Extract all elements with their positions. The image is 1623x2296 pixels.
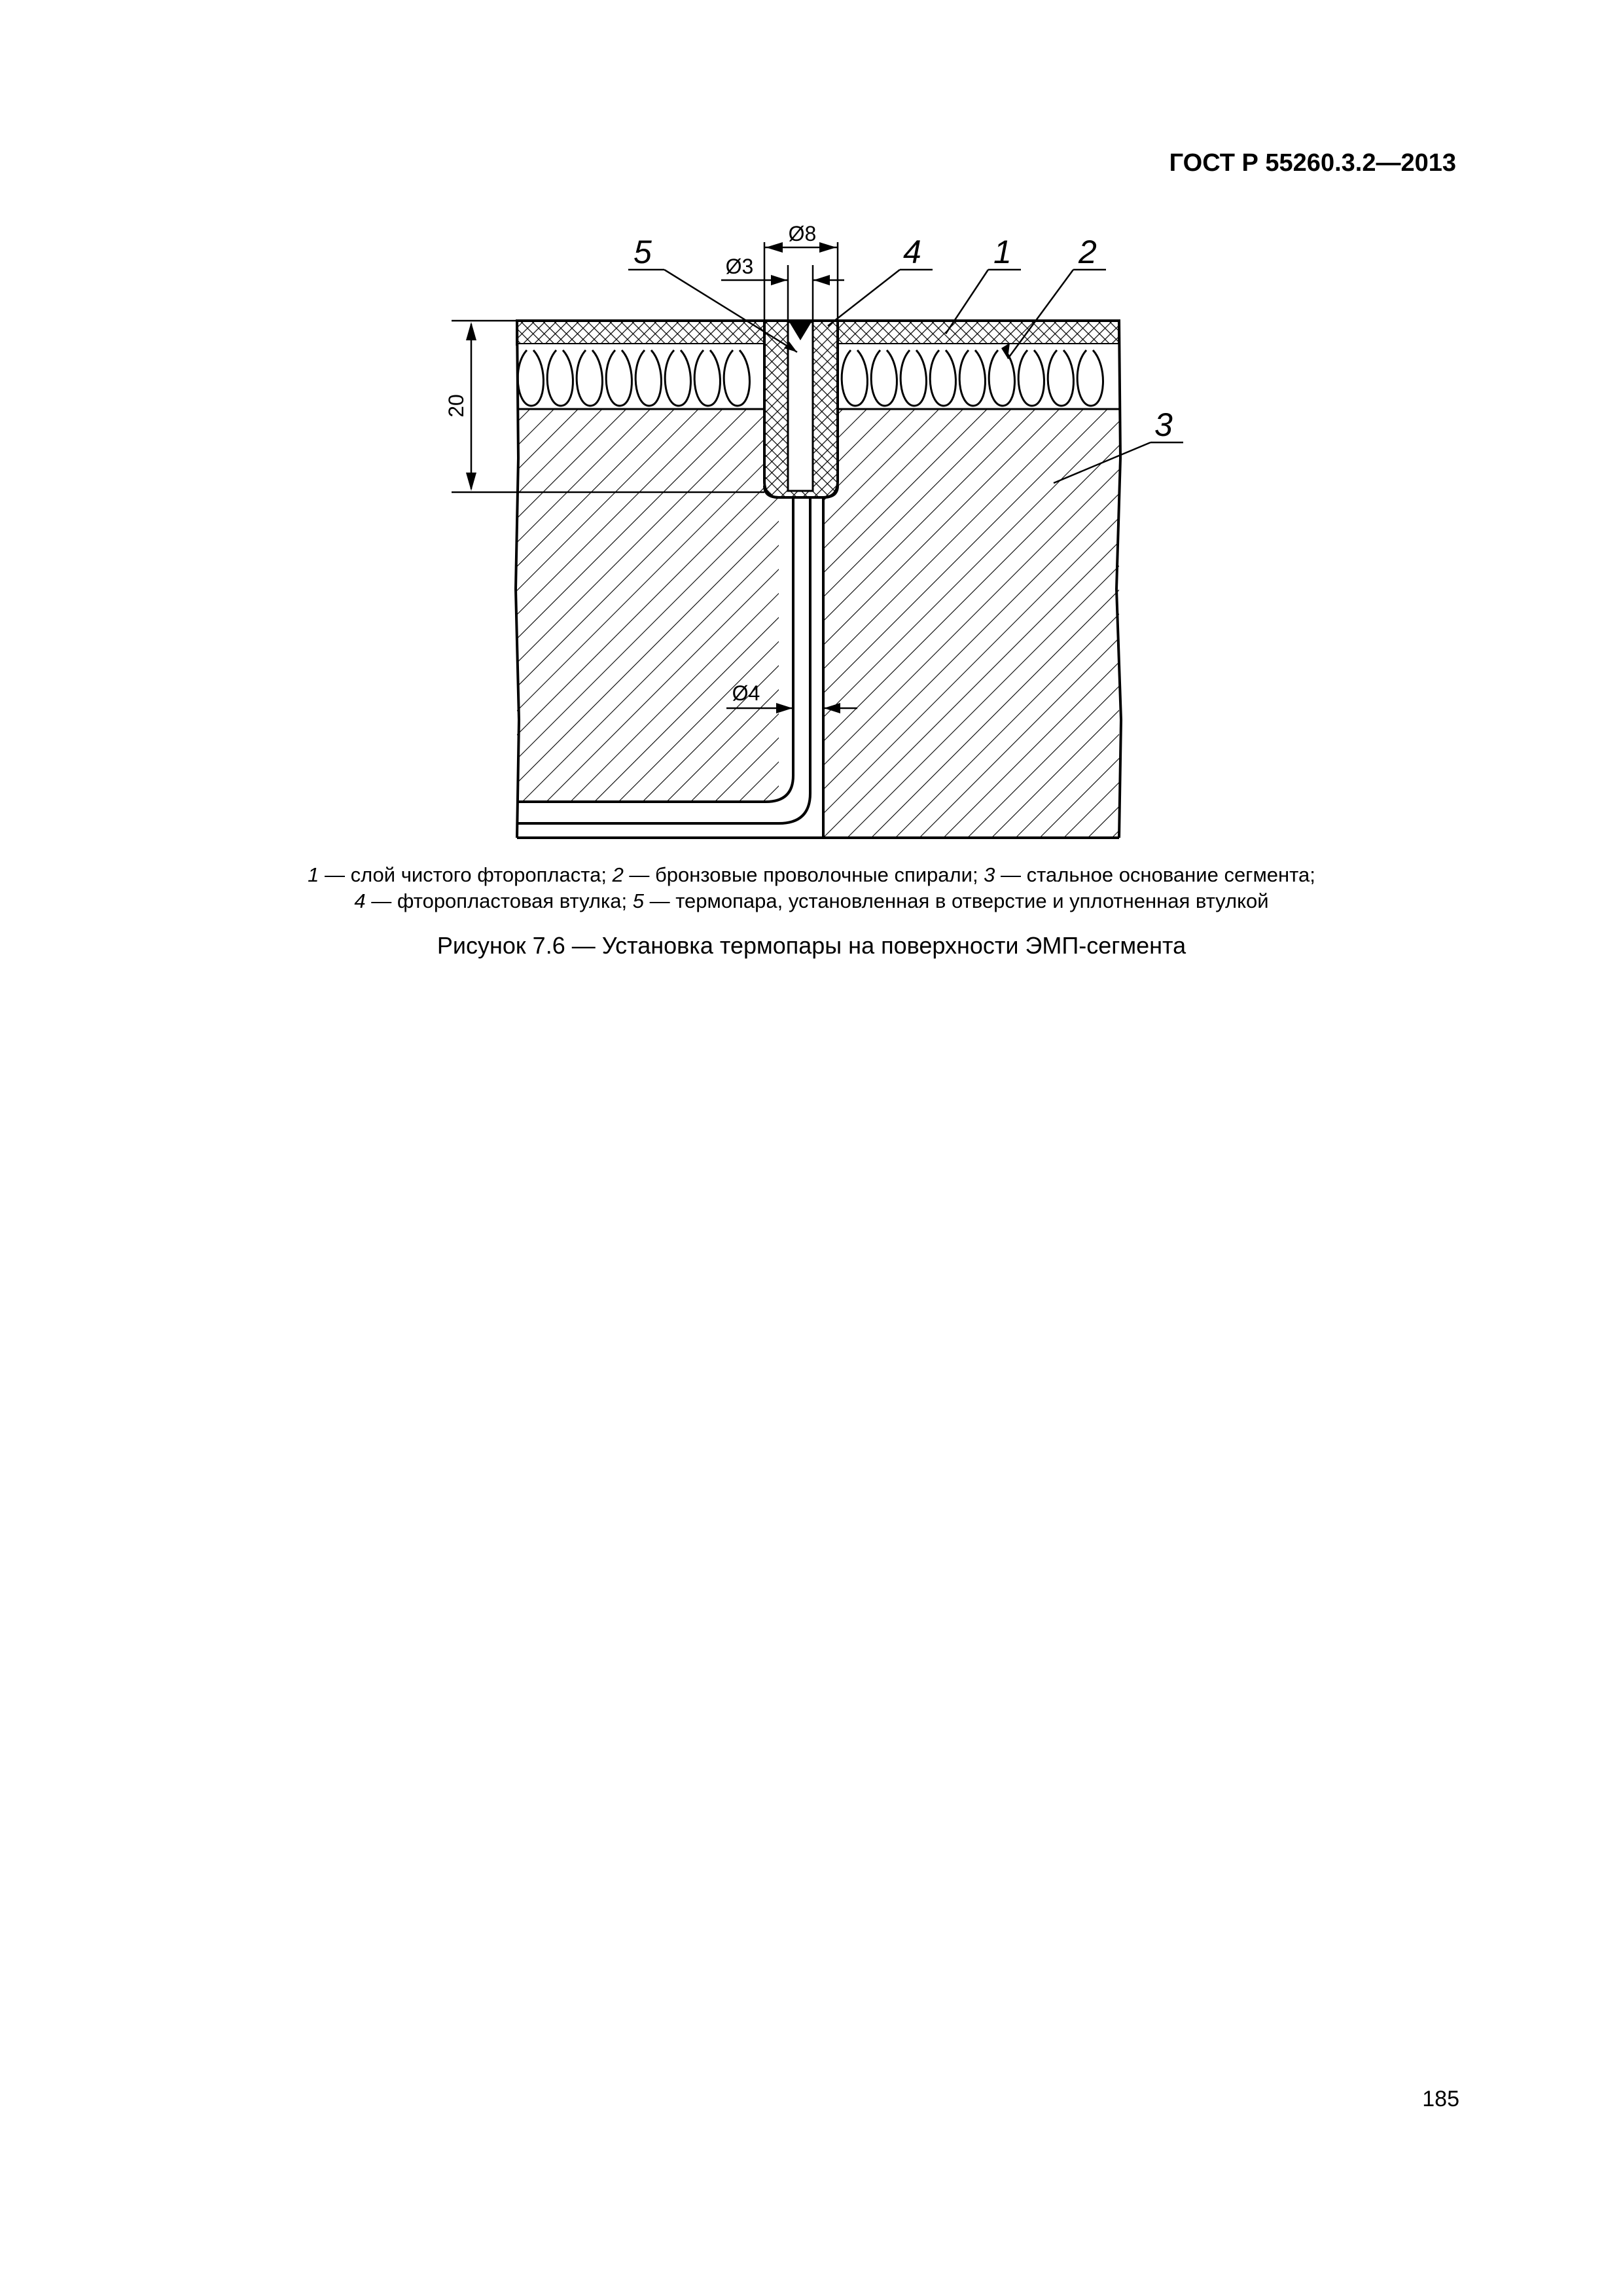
- figure-caption: Рисунок 7.6 — Установка термопары на поверхности ЭМП-сегмента: [437, 932, 1186, 959]
- dimension-d3: [721, 255, 844, 322]
- dim-d3-label: Ø3: [725, 255, 754, 278]
- callout-1: 1: [993, 234, 1012, 270]
- legend-line-2: [0, 888, 1623, 914]
- legend-num-5: 5: [632, 889, 644, 912]
- legend-text-5: — термопара, установленная в отверстие и уплотненная втулкой: [643, 889, 1269, 912]
- legend-num-1: 1: [308, 863, 319, 886]
- legend-text-1: — слой чистого фторопласта;: [319, 863, 613, 886]
- callout-2: 2: [1079, 234, 1097, 270]
- thermocouple-installation-drawing: [0, 0, 1623, 864]
- legend-text-2: — бронзовые проволочные спирали;: [623, 863, 984, 886]
- callout-5: 5: [633, 234, 652, 270]
- document-id: ГОСТ Р 55260.3.2—2013: [1169, 149, 1456, 177]
- dim-d8-label: Ø8: [788, 222, 817, 245]
- page-number: 185: [1422, 2087, 1459, 2111]
- callout-4: 4: [903, 234, 921, 270]
- legend-num-2: 2: [612, 863, 624, 886]
- dim-20-label: 20: [444, 394, 468, 418]
- callout-3: 3: [1154, 406, 1173, 443]
- dim-d4-label: Ø4: [732, 681, 760, 705]
- legend-text-3: — стальное основание сегмента;: [995, 863, 1315, 886]
- legend-num-4: 4: [354, 889, 366, 912]
- legend-line-1: [0, 862, 1623, 888]
- legend-num-3: 3: [984, 863, 995, 886]
- dimension-d8: [764, 222, 838, 321]
- legend-text-4: — фторопластовая втулка;: [365, 889, 633, 912]
